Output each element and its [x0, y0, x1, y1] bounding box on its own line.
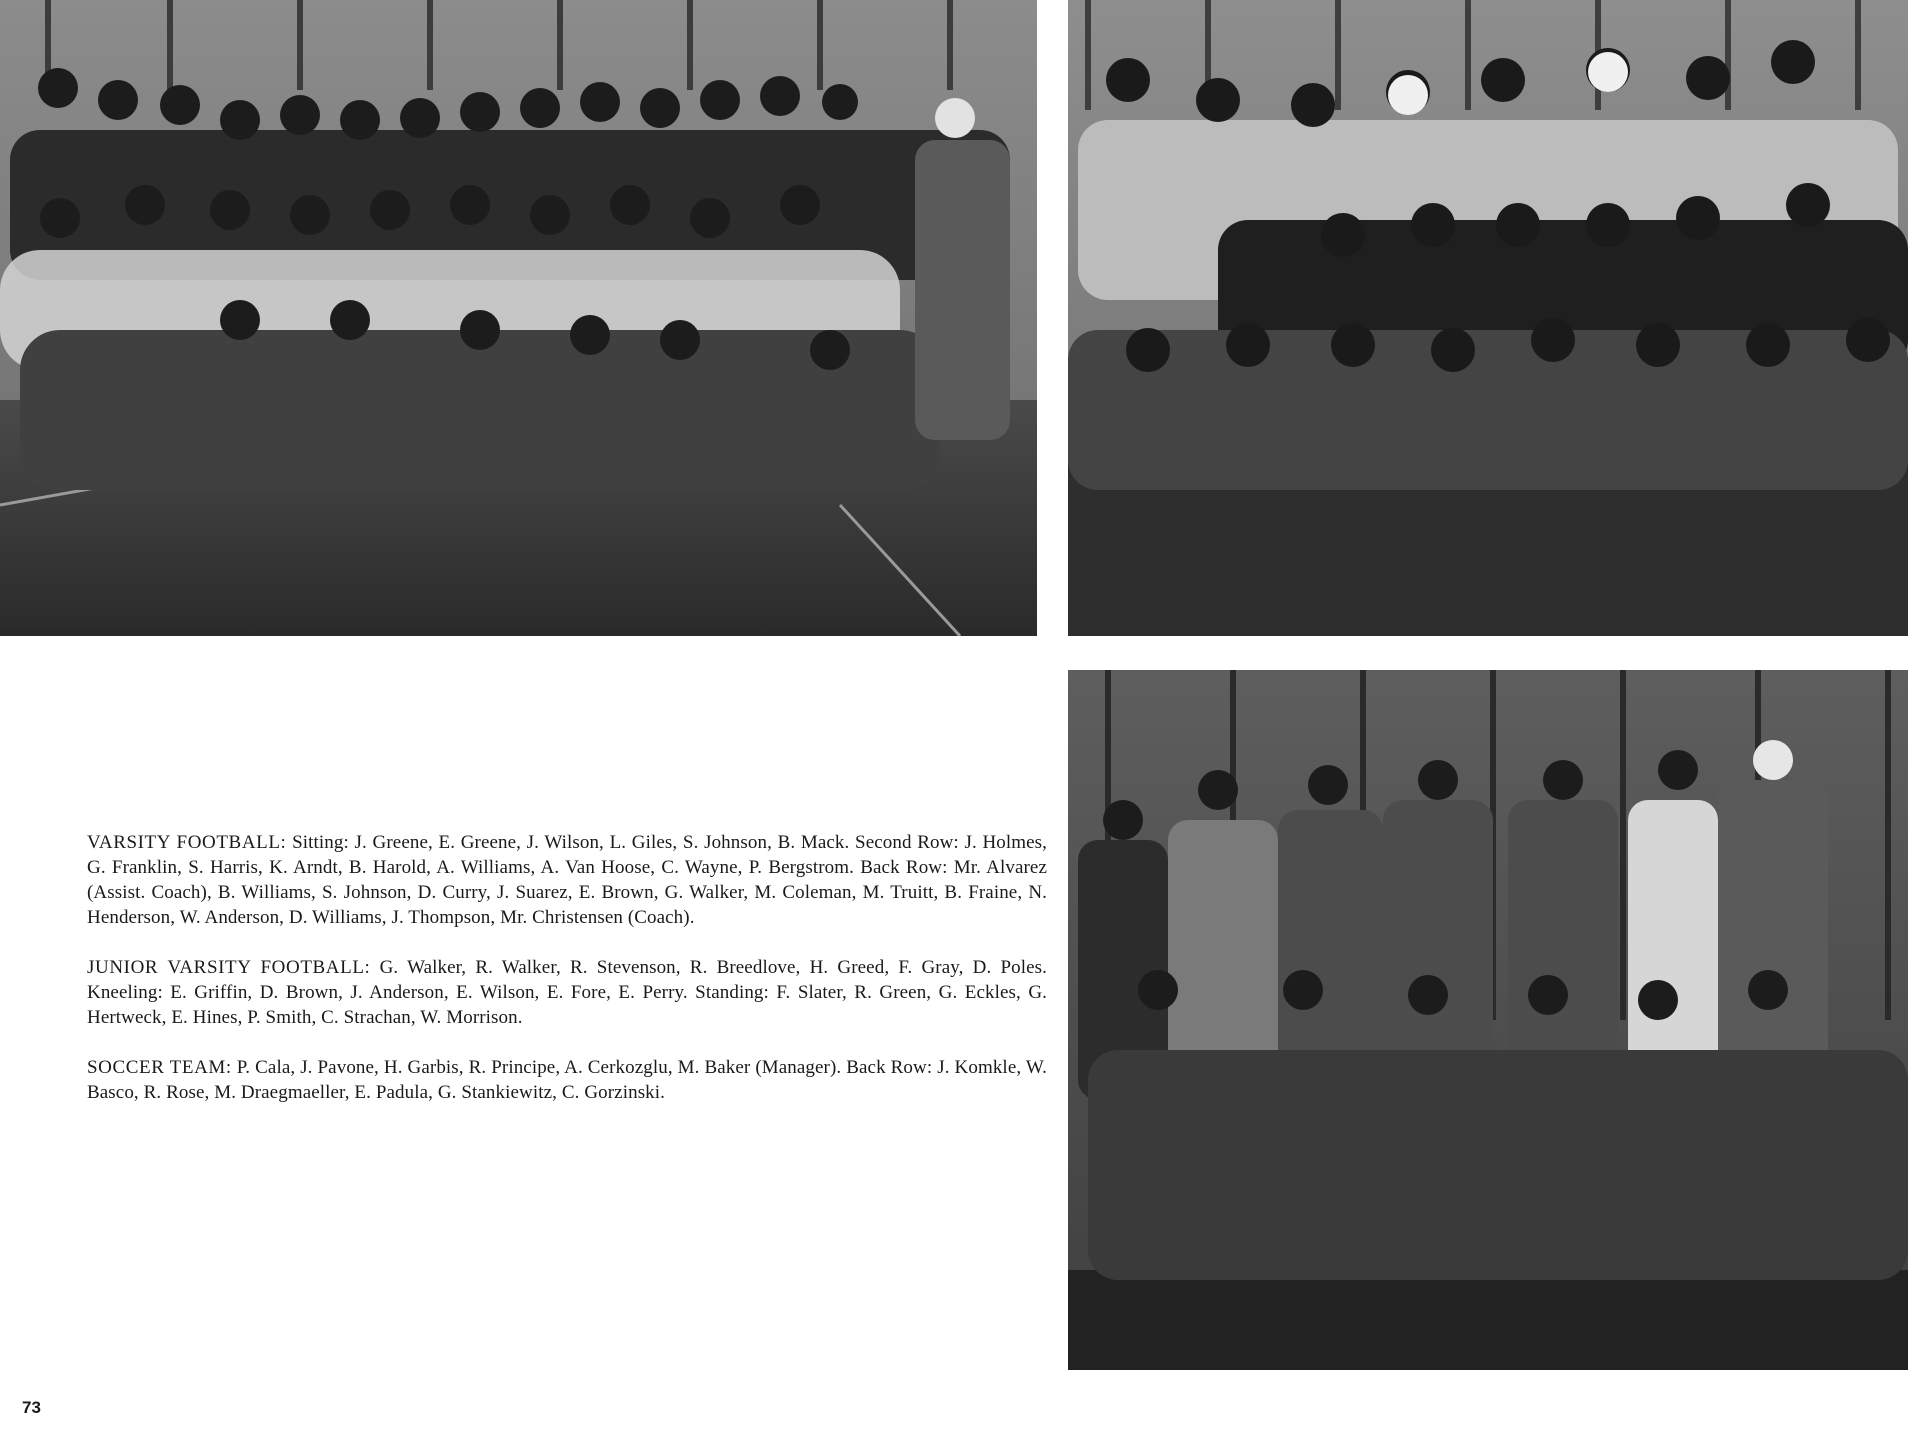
caption-heading: JUNIOR VARSITY FOOTBALL: — [87, 957, 371, 978]
caption-body: P. Cala, J. Pavone, H. Garbis, R. Principe, A. Cerkozglu, M. Baker (Manager). Back Row: J. Komkle, W. Basco, R. Rose, M. Draegmaeller, E. Padula, G. Stankiewitz, C. Gorzinski. — [87, 1057, 1047, 1103]
caption-body: G. Walker, R. Walker, R. Stevenson, R. Breedlove, H. Greed, F. Gray, D. Poles. Kneeling: E. Griffin, D. Brown, J. Anderson, E. Wilson, E. Fore, E. Perry. Standing: F. Slater, R. Green, G. Eckles, G. Hertweck, E. Hines, P. Smith, C. Strachan, W. Morrison. — [87, 957, 1047, 1028]
caption-heading: VARSITY FOOTBALL: — [87, 832, 287, 853]
soccer-team-photo-image — [1068, 670, 1908, 1370]
varsity-football-caption — [87, 830, 1047, 930]
varsity-football-photo — [0, 0, 1037, 636]
soccer-team-caption — [87, 1055, 1047, 1105]
varsity-football-photo-image — [0, 0, 1037, 636]
junior-varsity-football-caption — [87, 955, 1047, 1030]
junior-varsity-football-photo-image — [1068, 0, 1908, 636]
caption-body: Sitting: J. Greene, E. Greene, J. Wilson, L. Giles, S. Johnson, B. Mack. Second Row: J. Holmes, G. Franklin, S. Harris, K. Arndt, B. Harold, A. Williams, A. Van Hoose, C. Wayne, P. Bergstrom. Back Row: Mr. Alvarez (Assist. Coach), B. Williams, S. Johnson, D. Curry, J. Suarez, E. Brown, G. Walker, M. Coleman, M. Truitt, B. Fraine, N. Henderson, W. Anderson, D. Williams, J. Thompson, Mr. Christensen (Coach). — [87, 832, 1048, 928]
caption-heading: SOCCER TEAM: — [87, 1057, 232, 1078]
captions — [87, 830, 1047, 1130]
soccer-team-photo — [1068, 670, 1908, 1370]
junior-varsity-football-photo — [1068, 0, 1908, 636]
page-number: 73 — [22, 1398, 41, 1417]
